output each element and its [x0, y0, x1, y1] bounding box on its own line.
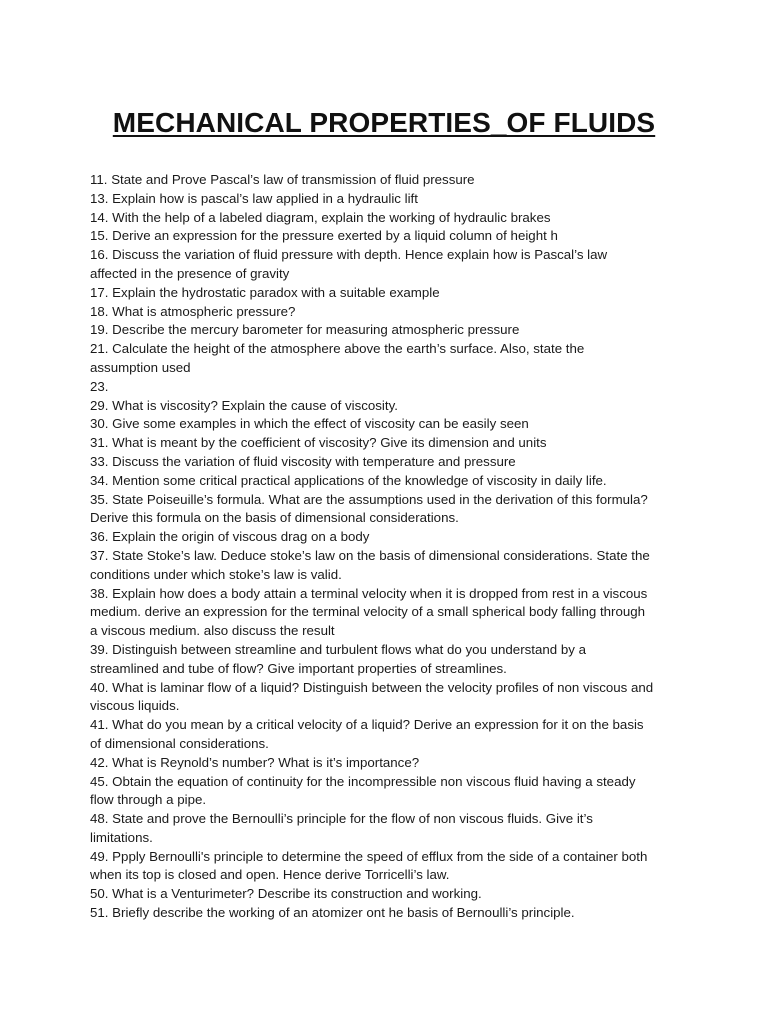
question-line: 39. Distinguish between streamline and turbulent flows what do you understand by a: [90, 641, 586, 657]
question-line: 36. Explain the origin of viscous drag on a body: [90, 529, 370, 545]
question-item: [90, 904, 688, 923]
question-line: conditions under which stoke’s law is valid.: [90, 566, 342, 582]
question-line: a viscous medium. also discuss the result: [90, 623, 335, 639]
question-line: affected in the presence of gravity: [90, 265, 290, 281]
question-item: [90, 848, 688, 886]
question-item: [90, 641, 688, 679]
question-item: [90, 209, 688, 228]
question-item: [90, 754, 688, 773]
question-line: 51. Briefly describe the working of an atomizer ont he basis of Bernoulli’s principle.: [90, 905, 575, 921]
question-line: of dimensional considerations.: [90, 735, 269, 751]
question-line: when its top is closed and open. Hence derive Torricelli’s law.: [90, 867, 450, 883]
question-item: [90, 773, 688, 811]
question-line: 42. What is Reynold’s number? What is it’s importance?: [90, 754, 420, 770]
question-line: 16. Discuss the variation of fluid pressure with depth. Hence explain how is Pascal’s law: [90, 247, 608, 263]
question-line: 29. What is viscosity? Explain the cause of viscosity.: [90, 397, 398, 413]
question-item: [90, 284, 688, 303]
question-line: 34. Mention some critical practical applications of the knowledge of viscosity in daily life.: [90, 472, 607, 488]
question-list: [90, 171, 688, 923]
question-line: 40. What is laminar flow of a liquid? Distinguish between the velocity profiles of non viscous and: [90, 679, 654, 695]
question-item: [90, 415, 688, 434]
question-item: [90, 227, 688, 246]
question-line: 37. State Stoke’s law. Deduce stoke’s law on the basis of dimensional considerations. State the: [90, 547, 650, 563]
question-item: [90, 679, 688, 717]
question-line: 11. State and Prove Pascal’s law of transmission of fluid pressure: [90, 172, 475, 187]
question-line: 13. Explain how is pascal’s law applied in a hydraulic lift: [90, 190, 418, 206]
question-line: 50. What is a Venturimeter? Describe its construction and working.: [90, 886, 482, 902]
question-line: Derive this formula on the basis of dimensional considerations.: [90, 510, 459, 526]
question-line: 45. Obtain the equation of continuity for the incompressible non viscous fluid having a steady: [90, 773, 636, 789]
question-line: medium. derive an expression for the terminal velocity of a small spherical body falling through: [90, 604, 646, 620]
question-line: 31. What is meant by the coefficient of viscosity? Give its dimension and units: [90, 435, 547, 451]
question-item: [90, 340, 688, 378]
question-line: 15. Derive an expression for the pressure exerted by a liquid column of height h: [90, 228, 558, 244]
question-line: 49. Ppply Bernoulli's principle to determine the speed of efflux from the side of a container both: [90, 848, 648, 864]
question-item: [90, 190, 688, 209]
question-item: [90, 885, 688, 904]
question-item: [90, 528, 688, 547]
question-item: [90, 716, 688, 754]
question-item: [90, 547, 688, 585]
question-item: [90, 303, 688, 322]
question-item: [90, 321, 688, 340]
page-title-text: MECHANICAL PROPERTIES_OF FLUIDS: [112, 107, 656, 138]
page-title: [0, 107, 768, 139]
question-line: 41. What do you mean by a critical velocity of a liquid? Derive an expression for it on the basis: [90, 717, 644, 733]
question-item: [90, 378, 688, 397]
question-line: 19. Describe the mercury barometer for measuring atmospheric pressure: [90, 322, 520, 338]
question-item: [90, 246, 688, 284]
question-item: [90, 171, 688, 190]
question-line: 17. Explain the hydrostatic paradox with a suitable example: [90, 284, 440, 300]
question-line: streamlined and tube of flow? Give important properties of streamlines.: [90, 660, 507, 676]
question-line: viscous liquids.: [90, 698, 180, 714]
question-line: 35. State Poiseuille’s formula. What are the assumptions used in the derivation of this formula?: [90, 491, 648, 507]
question-item: [90, 434, 688, 453]
question-line: assumption used: [90, 359, 191, 375]
question-line: 33. Discuss the variation of fluid viscosity with temperature and pressure: [90, 453, 516, 469]
question-line: 38. Explain how does a body attain a terminal velocity when it is dropped from rest in a viscous: [90, 585, 648, 601]
question-line: 14. With the help of a labeled diagram, explain the working of hydraulic brakes: [90, 209, 551, 225]
question-line: 21. Calculate the height of the atmosphere above the earth’s surface. Also, state the: [90, 341, 585, 357]
question-line: 30. Give some examples in which the effect of viscosity can be easily seen: [90, 416, 529, 432]
question-item: [90, 453, 688, 472]
question-item: [90, 810, 688, 848]
question-line: flow through a pipe.: [90, 792, 207, 808]
question-item: [90, 472, 688, 491]
question-line: limitations.: [90, 829, 153, 845]
question-item: [90, 585, 688, 641]
question-line: 48. State and prove the Bernoulli’s principle for the flow of non viscous fluids. Give it’s: [90, 811, 593, 827]
question-line: 23.: [90, 378, 109, 394]
question-item: [90, 397, 688, 416]
question-item: [90, 491, 688, 529]
question-line: 18. What is atmospheric pressure?: [90, 303, 296, 319]
